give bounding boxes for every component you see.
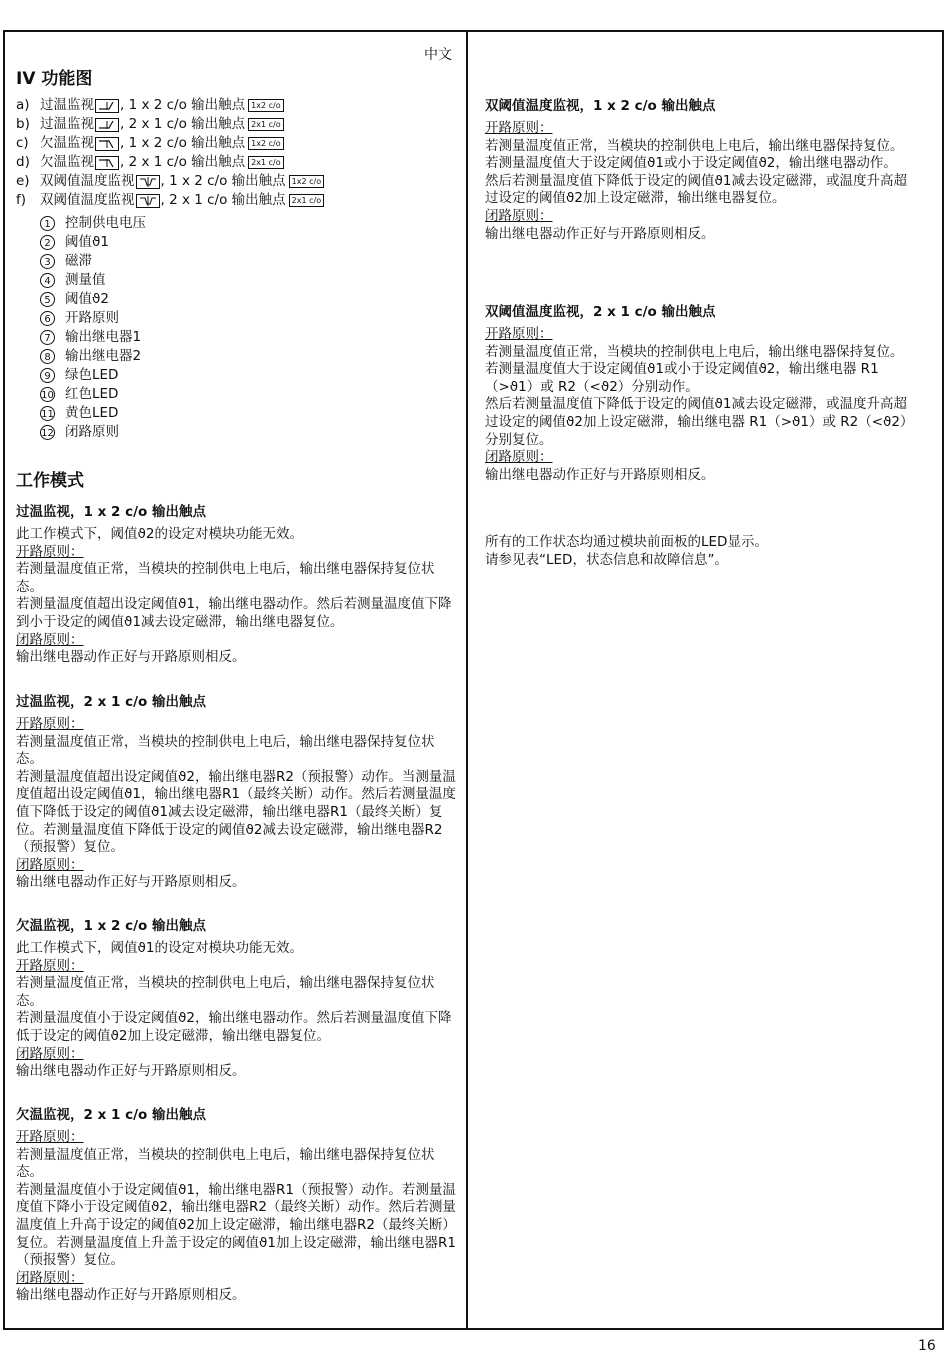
function-item: c) 欠温监视 , 1 x 2 c/o 输出触点 1x2 c/o <box>16 134 456 153</box>
section-heading: 双阈值温度监视，1 x 2 c/o 输出触点 <box>485 98 716 114</box>
legend-item: 9 绿色LED <box>40 366 340 385</box>
legend-item: 3 磁滞 <box>40 252 340 271</box>
contact-badge: 2x1 c/o <box>289 194 324 207</box>
function-item: a) 过温监视 , 1 x 2 c/o 输出触点 1x2 c/o <box>16 96 456 115</box>
work-mode-title: 工作模式 <box>16 471 84 491</box>
section-heading: 过温监视，2 x 1 c/o 输出触点 <box>16 694 207 710</box>
legend-item: 7 输出继电器1 <box>40 328 340 347</box>
undertemp-symbol-icon <box>95 156 119 170</box>
section-undertemp-2x1: 欠温监视，2 x 1 c/o 输出触点 开路原则： 若测量温度值正常，当模块的控制供电上电后，输出继电器保持复位状态。 若测量温度值小于设定阈值ϑ1，输出继电器R1（预报警）动作。若测量温度值下降小于设定阈值ϑ2，输出继电器R2（最终关断）动作。然后若测量温度值上升高于设定的阈值ϑ2加上设定磁滞，输出继电器R2（最终关断）复位。若测量温度值上升盖于设定的阈值ϑ1加上设定磁滞，输出继电器R1（预报警）复位。 闭路原则： 输出继电器动作正好与开路原则相反。 <box>16 1103 456 1305</box>
number-circle-icon: 12 <box>40 425 55 440</box>
number-circle-icon: 4 <box>40 273 55 288</box>
section-heading: 欠温监视，2 x 1 c/o 输出触点 <box>16 1107 207 1123</box>
contact-badge: 2x1 c/o <box>248 118 283 131</box>
number-circle-icon: 8 <box>40 349 55 364</box>
undertemp-symbol-icon <box>95 137 119 151</box>
footer-note: 所有的工作状态均通过模块前面板的LED显示。 请参见表“LED，状态信息和故障信息”。 <box>485 534 768 568</box>
section-heading: 过温监视，1 x 2 c/o 输出触点 <box>16 504 207 520</box>
number-circle-icon: 11 <box>40 406 55 421</box>
legend-item: 1 控制供电电压 <box>40 214 340 233</box>
legend-item: 12 闭路原则 <box>41 424 119 440</box>
legend-item: 2 阈值ϑ1 <box>40 233 340 252</box>
number-circle-icon: 5 <box>40 292 55 307</box>
function-item: f) 双阈值温度监视 , 2 x 1 c/o 输出触点 2x1 c/o <box>16 191 456 210</box>
window-symbol-icon <box>136 175 160 189</box>
legend-list <box>40 214 340 442</box>
section-overtemp-2x1: 过温监视，2 x 1 c/o 输出触点 开路原则： 若测量温度值正常，当模块的控制供电上电后，输出继电器保持复位状态。 若测量温度值超出设定阈值ϑ2，输出继电器R2（预报警）动作。当测量温度值超出设定阈值ϑ1，输出继电器R1（最终关断）动作。然后若测量温度值下降低于设定的阈值ϑ1减去设定磁滞，输出继电器R1（最终关断）复位。若测量温度值下降低于设定的阈值ϑ2减去设定磁滞，输出继电器R2（预报警）复位。 闭路原则： 输出继电器动作正好与开路原则相反。 <box>16 690 456 892</box>
legend-item: 5 阈值ϑ2 <box>40 290 340 309</box>
number-circle-icon: 9 <box>40 368 55 383</box>
overtemp-symbol-icon <box>95 118 119 132</box>
section-heading: 双阈值温度监视，2 x 1 c/o 输出触点 <box>485 304 716 320</box>
function-item: b) 过温监视 , 2 x 1 c/o 输出触点 2x1 c/o <box>16 115 456 134</box>
number-circle-icon: 1 <box>40 216 55 231</box>
number-circle-icon: 6 <box>40 311 55 326</box>
contact-badge: 1x2 c/o <box>289 175 324 188</box>
section-title: IV 功能图 <box>16 69 93 89</box>
section-overtemp-1x2: 过温监视，1 x 2 c/o 输出触点 此工作模式下，阈值ϑ2的设定对模块功能无效。 开路原则： 若测量温度值正常，当模块的控制供电上电后，输出继电器保持复位状态。 若测量温度值超出设定阈值ϑ1，输出继电器动作。然后若测量温度值下降到小于设定的阈值ϑ1减去设定磁滞，输出继电器复位。 闭路原则： 输出继电器动作正好与开路原则相反。 <box>16 500 456 667</box>
function-item: d) 欠温监视 , 2 x 1 c/o 输出触点 2x1 c/o <box>16 153 456 172</box>
number-circle-icon: 2 <box>40 235 55 250</box>
contact-badge: 1x2 c/o <box>248 137 283 150</box>
legend-item: 6 开路原则 <box>40 309 340 328</box>
window-symbol-icon <box>136 194 160 208</box>
section-window-1x2: 双阈值温度监视，1 x 2 c/o 输出触点 开路原则： 若测量温度值正常，当模块的控制供电上电后，输出继电器保持复位。 若测量温度值大于设定阈值ϑ1或小于设定阈值ϑ2，输出继电器动作。 然后若测量温度值下降低于设定的阈值ϑ1减去设定磁滞，或温度升高超过设定的阈值ϑ2加上设定磁滞，输出继电器复位。 闭路原则： 输出继电器动作正好与开路原则相反。 <box>485 94 917 243</box>
function-item: e) 双阈值温度监视 , 1 x 2 c/o 输出触点 1x2 c/o <box>16 172 456 191</box>
contact-badge: 1x2 c/o <box>248 99 283 112</box>
number-circle-icon: 10 <box>40 387 55 402</box>
function-list <box>16 96 456 210</box>
legend-item: 11 黄色LED <box>41 405 119 421</box>
language-label: 中文 <box>424 47 452 63</box>
overtemp-symbol-icon <box>95 99 119 113</box>
section-heading: 欠温监视，1 x 2 c/o 输出触点 <box>16 918 207 934</box>
number-circle-icon: 7 <box>40 330 55 345</box>
legend-item: 4 测量值 <box>40 271 340 290</box>
section-window-2x1: 双阈值温度监视，2 x 1 c/o 输出触点 开路原则： 若测量温度值正常，当模块的控制供电上电后，输出继电器保持复位。 若测量温度值大于设定阈值ϑ1或小于设定阈值ϑ2，输出继电器 R1（>ϑ1）或 R2（<ϑ2）分别动作。 然后若测量温度值下降低于设定的阈值ϑ1减去设定磁滞，或温度升高超过设定的阈值ϑ2加上设定磁滞，输出继电器 R1（>ϑ1）或 R2（<ϑ2）分别复位。 闭路原则： 输出继电器动作正好与开路原则相反。 <box>485 300 917 484</box>
page-number: 16 <box>918 1338 936 1354</box>
legend-item: 10 红色LED <box>41 386 119 402</box>
number-circle-icon: 3 <box>40 254 55 269</box>
section-undertemp-1x2: 欠温监视，1 x 2 c/o 输出触点 此工作模式下，阈值ϑ1的设定对模块功能无效。 开路原则： 若测量温度值正常，当模块的控制供电上电后，输出继电器保持复位状态。 若测量温度值小于设定阈值ϑ2，输出继电器动作。然后若测量温度值下降低于设定的阈值ϑ2加上设定磁滞，输出继电器复位。 闭路原则： 输出继电器动作正好与开路原则相反。 <box>16 914 456 1081</box>
contact-badge: 2x1 c/o <box>248 156 283 169</box>
legend-item: 8 输出继电器2 <box>40 347 340 366</box>
column-divider <box>466 30 468 1330</box>
